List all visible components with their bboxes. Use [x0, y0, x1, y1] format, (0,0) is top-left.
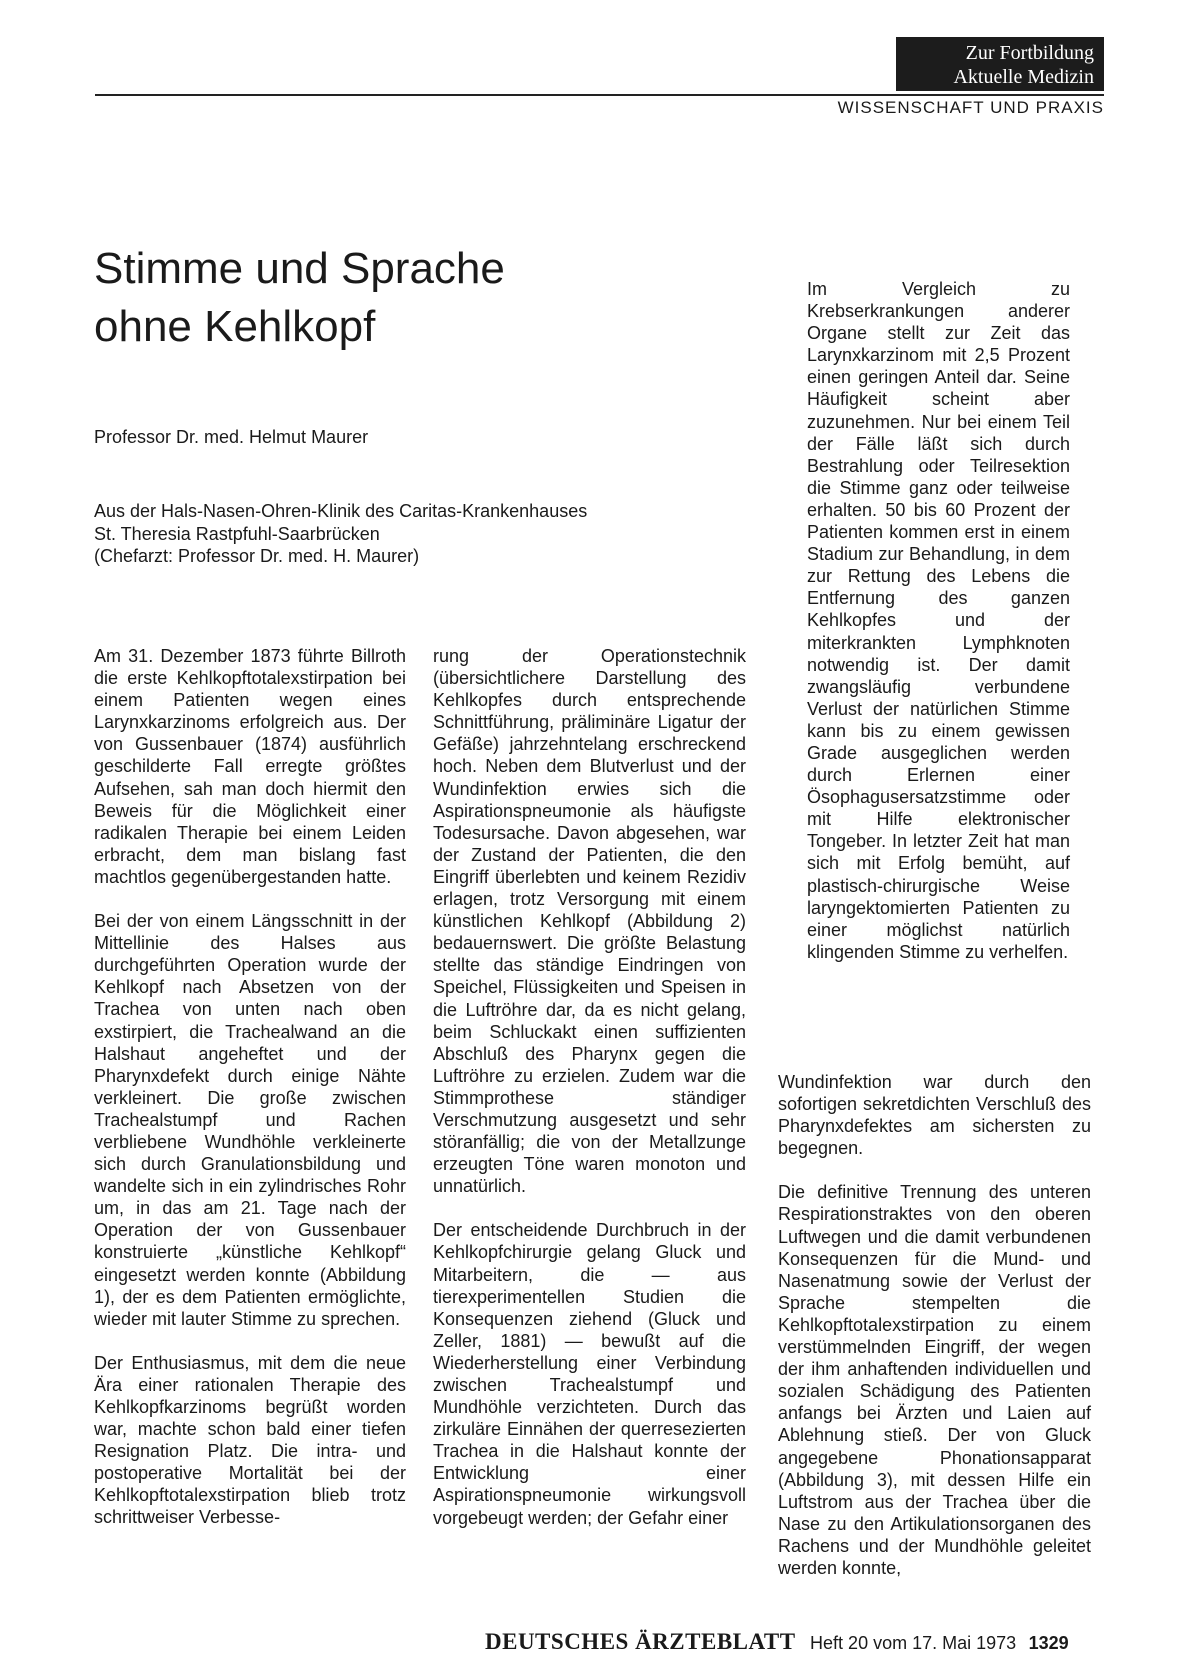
paragraph: Bei der von einem Längsschnitt in der Mittellinie des Halses aus durchgeführten Operation wurde der Kehlkopf nach Absetzen von der Trachea von unten nach oben exstirpiert, die Trachealwand an die Halshaut angeheftet und der Pharynxdefekt durch einige Nähte verkleinert. Die große zwischen Trachealstumpf und Rachen verbliebene Wundhöhle verkleinerte sich durch Granulationsbildung und wandelte sich in ein zylindrisches Rohr um, in das am 21. Tage nach der Operation der von Gussenbauer konstruierte „künstliche Kehlkopf“ eingesetzt werden konnte (Abbildung 1), der es dem Patienten ermöglichte, wieder mit lauter Stimme zu sprechen. [94, 911, 406, 1329]
paragraph: Der entscheidende Durchbruch in der Kehlkopfchirurgie gelang Gluck und Mitarbeitern, die — aus tierexperimentellen Studien die Konsequenzen ziehend (Gluck und Zeller, 1881) — bewußt auf die Wiederherstellung einer Verbindung zwischen Trachealstumpf und Mundhöhle verzichteten. Durch das zirkuläre Einnähen der querresezierten Trachea in die Halshaut konnte der Entwicklung einer Aspirationspneumonie wirkungsvoll vorgebeugt werden; der Gefahr einer [433, 1220, 746, 1528]
text-column-3 [778, 1071, 1091, 1579]
journal-name: DEUTSCHES ÄRZTEBLATT [485, 1629, 796, 1654]
section-label: WISSENSCHAFT UND PRAXIS [837, 98, 1104, 117]
issue-info: Heft 20 vom 17. Mai 1973 [810, 1633, 1017, 1653]
rubric-badge [896, 37, 1104, 91]
header-rule [95, 94, 1104, 96]
badge-line-2: Aktuelle Medizin [953, 66, 1094, 88]
intro-column [807, 278, 1070, 963]
affiliation-line-2: St. Theresia Rastpfuhl-Saarbrücken [94, 523, 380, 544]
paragraph: Am 31. Dezember 1873 führte Billroth die erste Kehlkopftotalexstirpation bei einem Patienten wegen eines Larynxkarzinoms erfolgreich aus. Der von Gussenbauer (1874) ausführlich geschilderte Fall erregte größtes Aufsehen, sah man doch hiermit den Beweis für die Möglichkeit einer radikalen Therapie bei einem Leiden erbracht, dem man bislang fast machtlos gegenübergestanden hatte. [94, 646, 406, 887]
article-title [94, 240, 505, 356]
paragraph: Der Enthusiasmus, mit dem die neue Ära einer rationalen Therapie des Kehlkopfkarzinoms begrüßt worden war, machte schon bald einer tiefen Resignation Platz. Die intra- und postoperative Mortalität bei der Kehlkopftotalexstirpation blieb trotz schrittweiser Verbesse- [94, 1352, 406, 1528]
affiliation [94, 500, 587, 568]
paragraph: Wundinfektion war durch den sofortigen sekretdichten Verschluß des Pharynxdefektes am sichersten zu begegnen. [778, 1072, 1091, 1159]
page-footer [485, 1629, 1069, 1655]
badge-line-1: Zur Fortbildung [965, 42, 1094, 64]
page-number: 1329 [1028, 1633, 1069, 1653]
intro-paragraph: Im Vergleich zu Krebserkrankungen anderer Organe stellt zur Zeit das Larynxkarzinom mit 2,5 Prozent einen geringen Anteil dar. Seine Häufigkeit scheint aber zuzunehmen. Nur bei einem Teil der Fälle läßt sich durch Bestrahlung oder Teilresektion die Stimme ganz oder teilweise erhalten. 50 bis 60 Prozent der Patienten kommen erst in einem Stadium zur Behandlung, in dem zur Rettung des Lebens die Entfernung des ganzen Kehlkopfes und der miterkrankten Lymphknoten notwendig ist. Der damit zwangsläufig verbundene Verlust der natürlichen Stimme kann bis zu einem gewissen Grade ausgeglichen werden durch Erlernen einer Ösophagusersatzstimme oder mit Hilfe elektronischer Tongeber. In letzter Zeit hat man sich mit Erfolg bemüht, auf plastisch-chirurgische Weise laryngektomierten Patienten zu einer möglichst natürlich klingenden Stimme zu verhelfen. [807, 279, 1070, 962]
paragraph: Die definitive Trennung des unteren Respirationstraktes von den oberen Luftwegen und die damit verbundenen Konsequenzen für die Mund- und Nasenatmung sowie der Verlust der Sprache stempelten die Kehlkopftotalexstirpation zu einem verstümmelnden Eingriff, der wegen der ihm anhaftenden individuellen und sozialen Schädigung des Patienten anfangs bei Ärzten und Laien auf Ablehnung stieß. Der von Gluck angegebene Phonationsapparat (Abbildung 3), mit dessen Hilfe ein Luftstrom aus der Trachea über die Nase zu den Artikulationsorganen des Rachens und der Mundhöhle geleitet werden konnte, [778, 1182, 1091, 1578]
title-line-2: ohne Kehlkopf [94, 302, 376, 351]
affiliation-line-1: Aus der Hals-Nasen-Ohren-Klinik des Caritas-Krankenhauses [94, 501, 588, 521]
title-line-1: Stimme und Sprache [94, 244, 505, 293]
paragraph: rung der Operationstechnik (übersichtlichere Darstellung des Kehlkopfes durch entsprechende Schnittführung, präliminäre Ligatur der Gefäße) jahrzehntelang erschreckend hoch. Neben dem Blutverlust und der Wundinfektion erwies sich die Aspirationspneumonie als häufigste Todesursache. Davon abgesehen, war der Zustand der Patienten, die den Eingriff überlebten und keinem Rezidiv erlagen, trotz Versorgung mit einem künstlichen Kehlkopf (Abbildung 2) bedauernswert. Die größte Belastung stellte das ständige Eindringen von Speichel, Flüssigkeiten und Speisen in die Luftröhre dar, da es nicht gelang, beim Schluckakt einen suffizienten Abschluß des Pharynx gegen die Luftröhre zu erzielen. Zudem war die Stimmprothese ständiger Verschmutzung ausgesetzt und sehr störanfällig; die von der Metallzunge erzeugten Töne waren monoton und unnatürlich. [433, 646, 746, 1197]
author: Professor Dr. med. Helmut Maurer [94, 427, 369, 447]
affiliation-line-3: (Chefarzt: Professor Dr. med. H. Maurer) [94, 546, 420, 566]
text-column-1 [94, 645, 406, 1529]
text-column-2 [433, 645, 746, 1529]
